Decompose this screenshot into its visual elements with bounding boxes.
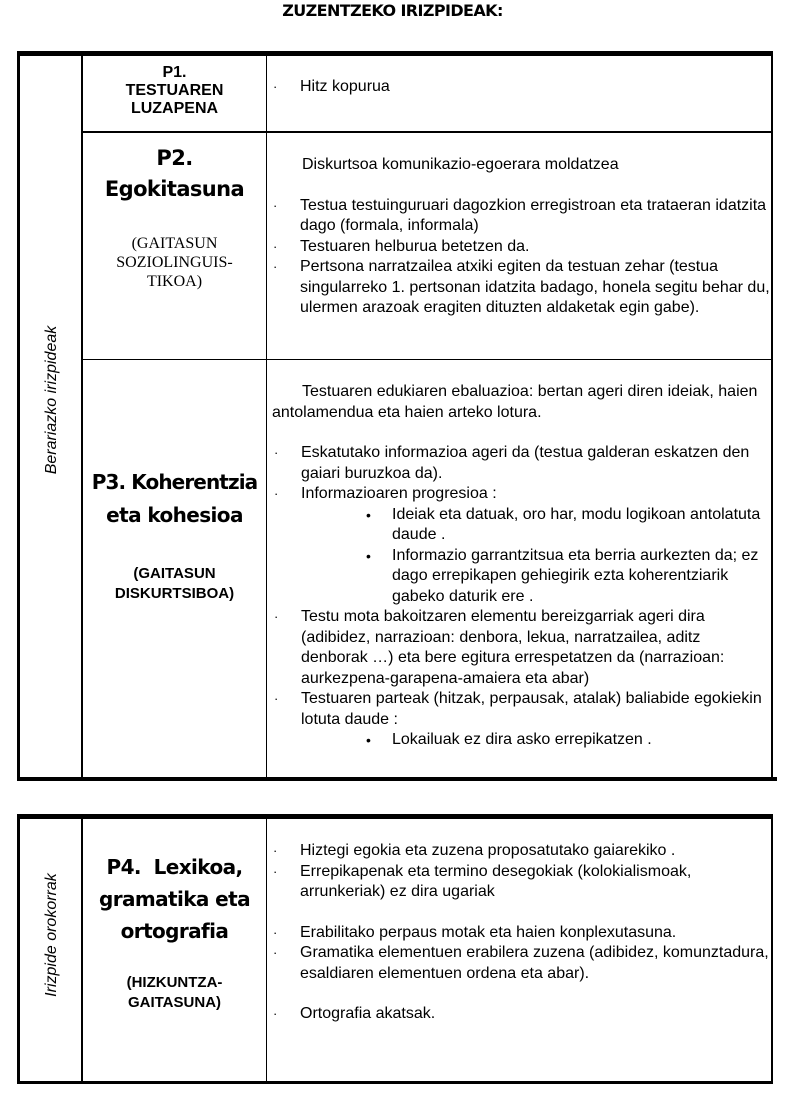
criterion-p2-content: [271, 155, 771, 319]
table1-right-border: [771, 51, 773, 781]
list-item: · Erabilitako perpaus motak eta haien konplexutasuna.: [271, 923, 771, 944]
bullet-icon: ·: [273, 238, 278, 254]
round-bullet-icon: •: [366, 506, 371, 523]
bullet-icon: ·: [273, 79, 278, 94]
bullet-icon: ·: [273, 843, 278, 858]
criterion-p2-sub-line1: (GAITASUN: [131, 235, 218, 252]
bullet-icon: ·: [273, 945, 278, 960]
table1-row1-divider: [82, 131, 772, 133]
round-bullet-icon: •: [366, 732, 371, 748]
bullet-icon: ·: [274, 486, 279, 501]
bullet-icon: ·: [273, 1006, 278, 1021]
criterion-p1-name: [83, 64, 266, 118]
sub-list-item: • Ideiak eta datuak, oro har, modu logikoan antolatuta daude .: [366, 505, 761, 543]
criterion-p2-sub-line3: TIKOA): [146, 273, 203, 290]
criterion-p1-line1: P1.: [162, 64, 187, 81]
criterion-p3-content: [272, 382, 767, 751]
sub-list-item: • Lokailuak ez dira asko errepikatzen .: [272, 730, 767, 751]
side-label-general-criteria: Irizpide orokorrak: [43, 873, 60, 997]
criterion-p1-line2: TESTUAREN: [125, 82, 224, 99]
table1-top-border: [17, 51, 773, 56]
table1-left-border: [17, 51, 20, 781]
table2-left-border: [17, 814, 20, 1084]
criterion-p3-name: [83, 466, 266, 604]
list-item: · Testuaren helburua betetzen da.: [271, 237, 771, 258]
list-item: · Pertsona narratzailea atxiki egiten da testuan zehar (testua singularreko 1. pertsonan idatzita badago, honela segitu behar du, ulermen arazoak eragiten dituzten aldaketak egin gabe).: [273, 258, 770, 316]
table2-right-border: [771, 814, 773, 1084]
list-item: · Gramatika elementuen erabilera zuzena (adibidez, komunztadura, esaldiaren elementuen ordena eta abar).: [273, 944, 769, 982]
bullet-icon: ·: [274, 609, 279, 624]
list-item: · Ortografia akatsak.: [271, 1004, 771, 1025]
criterion-p3-sub-line2: DISKURTSIBOA): [114, 585, 235, 602]
criterion-p3-title-line1: P3. Koherentzia: [91, 470, 258, 494]
criterion-p2-title-line2: Egokitasuna: [104, 177, 245, 201]
criterion-p4-title-line3: ortografia: [120, 919, 229, 943]
table2-bottom-border: [17, 1081, 773, 1084]
table2-col2-divider: [266, 819, 267, 1081]
criterion-p2-name: [83, 143, 266, 291]
table1-bottom-border: [17, 777, 777, 781]
sub-list-item: • Informazio garrantzitsua eta berria aurkezten da; ez dago errepikapen gehiegirik ezta koherentziarik gabeko daturik ere .: [366, 546, 759, 605]
bullet-icon: ·: [273, 863, 278, 879]
criterion-p3-intro: Testuaren edukiaren ebaluazioa: bertan ageri diren ideiak, haien antolamendua eta haien arteko lotura.: [272, 383, 758, 421]
list-item: · Informazioaren progresioa :: [272, 484, 767, 505]
list-item: · Eskatutako informazioa ageri da (testua galderan eskatzen den gaiari buruzkoa da).: [274, 444, 750, 482]
list-item: · Hiztegi egokia eta zuzena proposatutako gaiarekiko .: [271, 841, 771, 862]
criterion-p2-title-line1: P2.: [156, 146, 193, 170]
criterion-p4-content: [271, 841, 771, 1025]
criterion-p4-sub-line1: (HIZKUNTZA-: [126, 974, 223, 991]
bullet-icon: ·: [273, 197, 278, 213]
bullet-icon: ·: [273, 924, 278, 940]
round-bullet-icon: •: [366, 547, 371, 564]
list-item: · Testu mota bakoitzaren elementu bereizgarriak ageri dira (adibidez, narrazioan: denbora, lekua, narratzailea, aditz denborak …) eta bere egitura errespetatzen da (narrazioan: aurkezpena-garapena-amaiera eta abar): [274, 608, 725, 687]
criterion-p3-sub-line1: (GAITASUN: [133, 565, 216, 582]
criterion-p4-title-line1: P4. Lexikoa,: [106, 855, 243, 879]
criterion-p4-title-line2: gramatika eta: [98, 887, 250, 911]
criterion-p2-intro: Diskurtsoa komunikazio-egoerara moldatzea: [302, 156, 619, 173]
table2-top-border: [17, 814, 773, 819]
bullet-icon: ·: [274, 691, 279, 706]
table1-col2-divider: [266, 56, 267, 778]
criterion-p3-title-line2: eta kohesioa: [106, 503, 243, 527]
criterion-p4-name: [83, 851, 266, 1013]
page-title: ZUZENTZEKO IRIZPIDEAK:: [282, 1, 503, 20]
criterion-p2-sub-line2: SOZIOLINGUIS-: [116, 254, 233, 271]
side-label-specific-criteria: Berariazko irizpideak: [43, 325, 60, 475]
criterion-p4-sub-line2: GAITASUNA): [127, 994, 222, 1011]
bullet-icon: ·: [274, 445, 279, 460]
criterion-p1-content: [271, 77, 766, 98]
list-item: · Hitz kopurua: [271, 77, 766, 98]
list-item: · Testuaren parteak (hitzak, perpausak, atalak) baliabide egokiekin lotuta daude :: [274, 690, 762, 728]
table1-row2-divider: [82, 359, 772, 360]
criterion-p1-line3: LUZAPENA: [130, 100, 219, 117]
list-item: · Errepikapenak eta termino desegokiak (kolokialismoak, arrunkeriak) ez dira ugariak: [273, 862, 692, 900]
bullet-icon: ·: [273, 259, 278, 274]
list-item: · Testua testuinguruari dagozkion erregistroan eta trataeran idatzita dago (formala, informala): [273, 196, 767, 234]
